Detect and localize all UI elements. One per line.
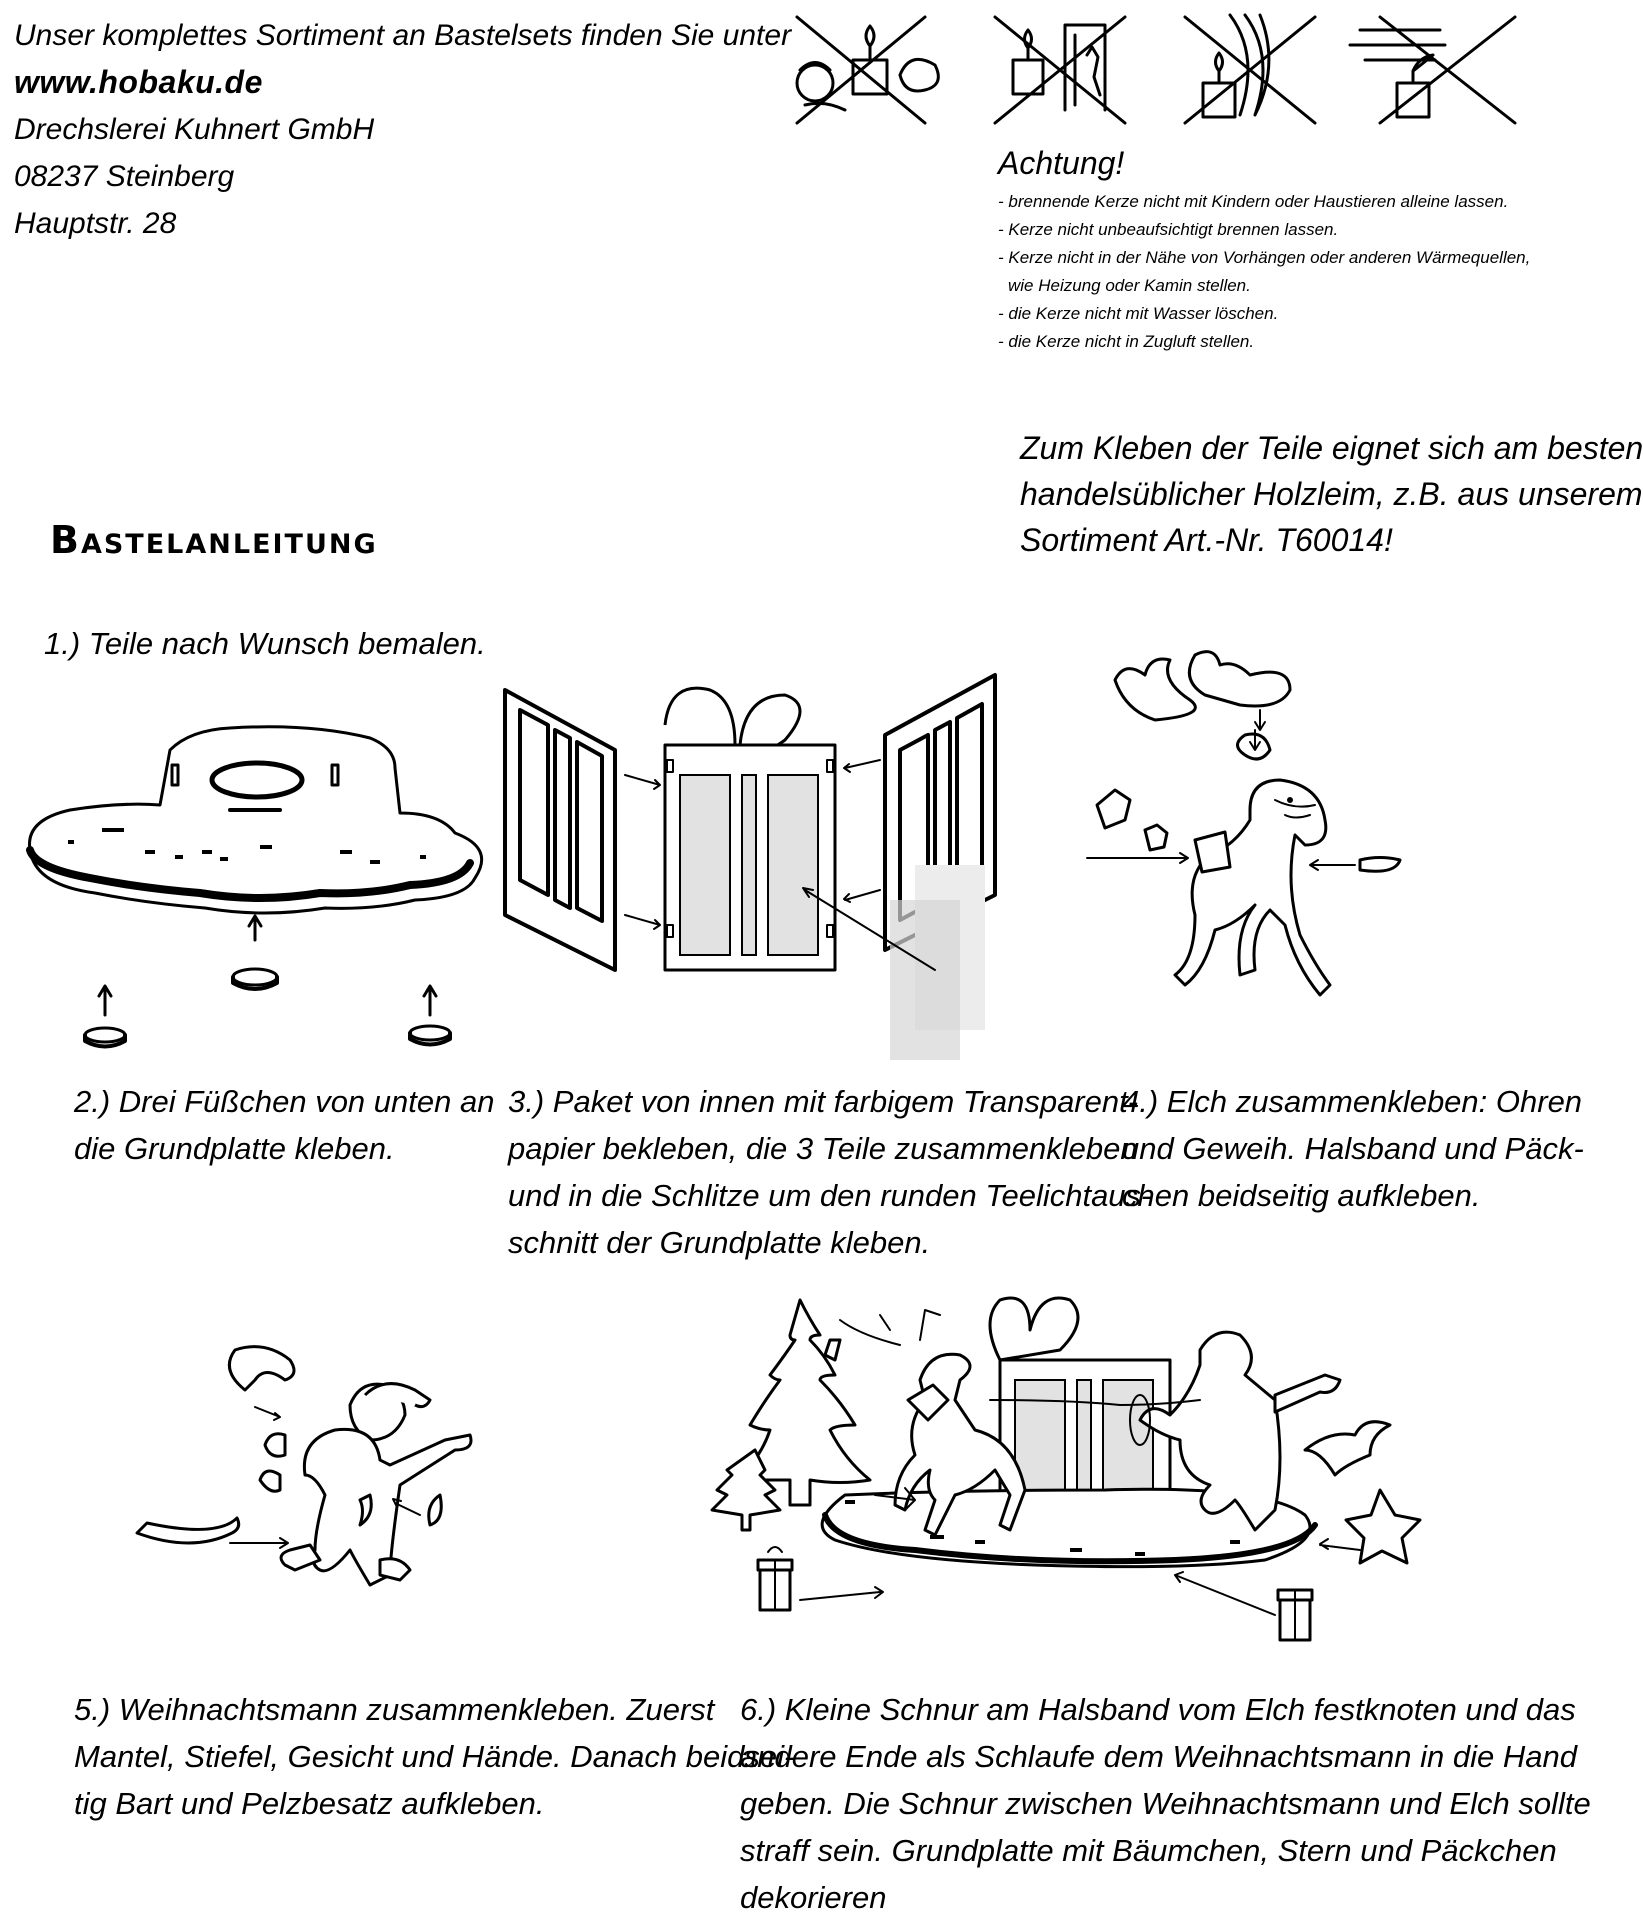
step-line: 3.) Paket von innen mit farbigem Transparent- (508, 1084, 1139, 1119)
santa-illustration (135, 1345, 495, 1605)
step-line: und Geweih. Halsband und Päck- (1122, 1131, 1584, 1166)
step-4-text (1122, 1078, 1584, 1219)
no-unattended-icon (995, 17, 1125, 123)
step-line: 5.) Weihnachtsmann zusammenkleben. Zuerst (74, 1692, 715, 1727)
step-line: 2.) Drei Füßchen von unten an (74, 1084, 495, 1119)
step-line: chen beidseitig aufkleben. (1122, 1178, 1481, 1213)
step-line: und in die Schlitze um den runden Teelichtaus- (508, 1178, 1152, 1213)
company-city: 08237 Steinberg (14, 160, 235, 193)
gift-box-illustration (495, 680, 1035, 1060)
warning-item: - Kerze nicht unbeaufsichtigt brennen lassen. (998, 220, 1339, 239)
glue-note-line: Zum Kleben der Teile eignet sich am besten (1020, 430, 1643, 466)
glue-note-line: Sortiment Art.-Nr. T60014! (1020, 522, 1393, 558)
no-curtains-icon (1185, 15, 1315, 123)
glue-note (1020, 425, 1643, 563)
step-line: papier bekleben, die 3 Teile zusammenkleben (508, 1131, 1138, 1166)
step-line: tig Bart und Pelzbesatz aufkleben. (74, 1786, 545, 1821)
front-panel (665, 688, 835, 970)
header-intro: Unser komplettes Sortiment an Bastelsets finden Sie unter (14, 19, 792, 52)
warning-list (998, 188, 1530, 356)
company-street: Hauptstr. 28 (14, 207, 177, 240)
glue-note-line: handelsüblicher Holzleim, z.B. aus unserem (1020, 476, 1643, 512)
step-line: die Grundplatte kleben. (74, 1131, 395, 1166)
no-draught-icon (1350, 17, 1515, 123)
step-line: andere Ende als Schlaufe dem Weihnachtsmann in die Hand (740, 1739, 1577, 1774)
website-link[interactable]: www.hobaku.de (14, 64, 263, 100)
warning-item: - brennende Kerze nicht mit Kindern oder Haustieren alleine lassen. (998, 192, 1509, 211)
step-line: dekorieren (740, 1880, 887, 1915)
base-plate-illustration (20, 725, 490, 1055)
company-name: Drechslerei Kuhnert GmbH (14, 113, 375, 146)
reindeer-illustration (1075, 640, 1395, 1000)
step-line: 4.) Elch zusammenkleben: Ohren (1122, 1084, 1583, 1119)
step-line: 6.) Kleine Schnur am Halsband vom Elch festknoten und das (740, 1692, 1576, 1727)
step-line: geben. Die Schnur zwischen Weihnachtsmann und Elch sollte (740, 1786, 1591, 1821)
step-5-text (74, 1686, 794, 1827)
left-panel (505, 690, 615, 970)
contact-block (14, 12, 791, 247)
step-line: Mantel, Stiefel, Gesicht und Hände. Danach beidsei- (74, 1739, 795, 1774)
page-title: Bastelanleitung (50, 518, 378, 562)
warning-item: - Kerze nicht in der Nähe von Vorhängen oder anderen Wärmequellen, (998, 248, 1531, 267)
warning-title: Achtung! (998, 145, 1125, 181)
step-2-text (74, 1078, 494, 1172)
warning-item: - die Kerze nicht mit Wasser löschen. (998, 304, 1279, 323)
final-scene-illustration (740, 1290, 1480, 1630)
warning-item: - die Kerze nicht in Zugluft stellen. (998, 332, 1255, 351)
step-1-text: 1.) Teile nach Wunsch bemalen. (44, 626, 486, 661)
warning-item: wie Heizung oder Kamin stellen. (1008, 276, 1251, 295)
step-3-text (508, 1078, 1151, 1266)
step-line: straff sein. Grundplatte mit Bäumchen, Stern und Päckchen (740, 1833, 1557, 1868)
step-line: schnitt der Grundplatte kleben. (508, 1225, 931, 1260)
no-children-pets-icon (797, 17, 938, 123)
warning-icons (775, 5, 1555, 135)
step-6-text (740, 1686, 1591, 1921)
